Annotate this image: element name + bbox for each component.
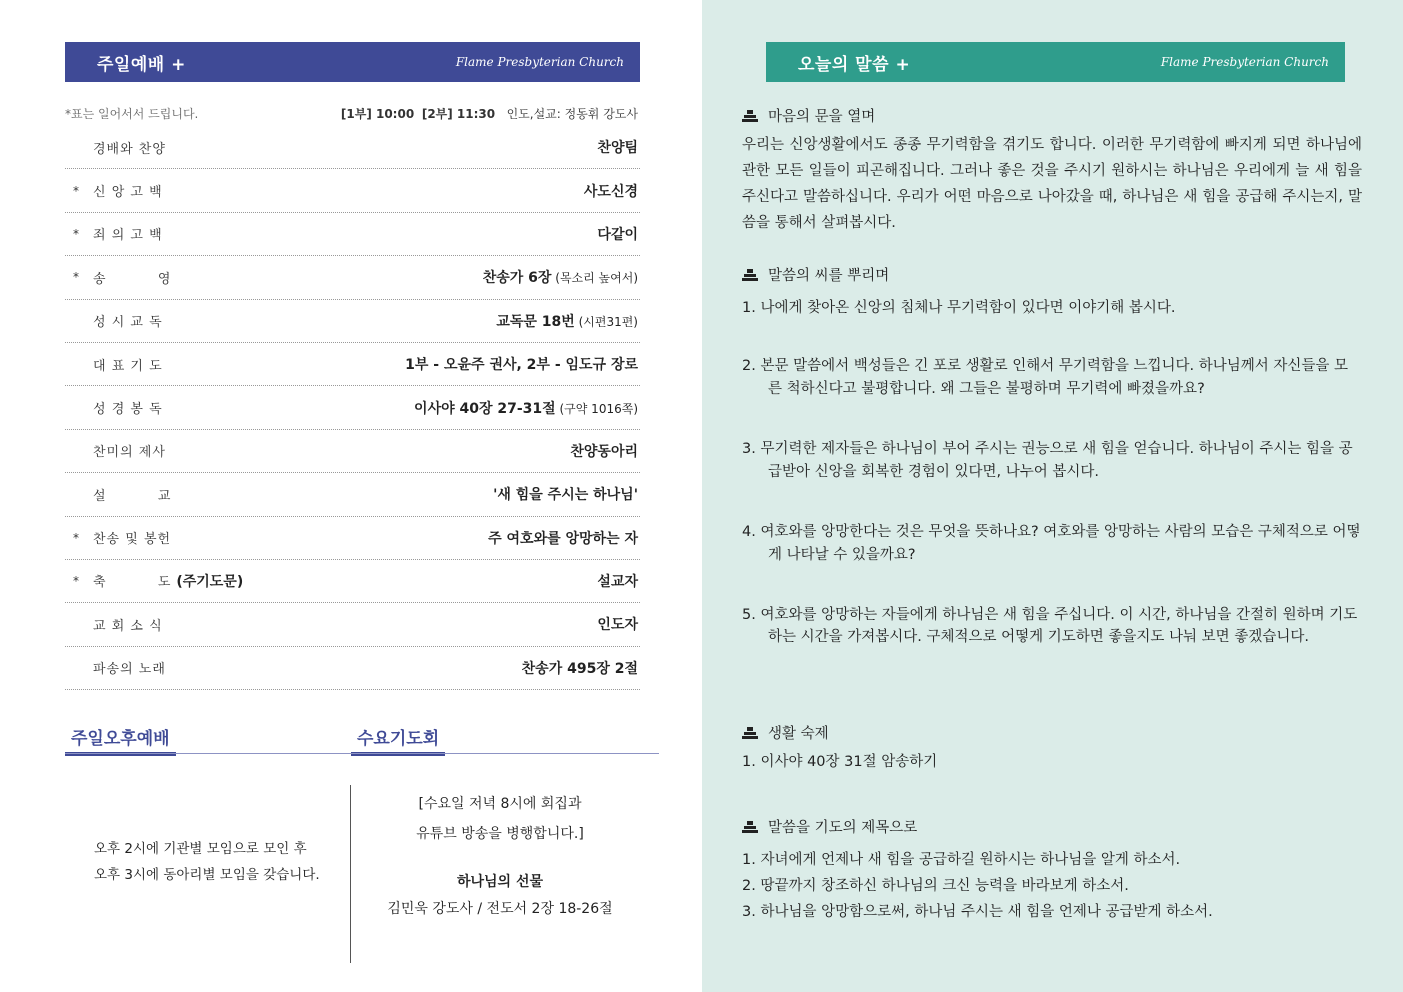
question-4: 4. 여호와를 앙망한다는 것은 무엇을 뜻하나요? 여호와를 앙망하는 사람의 모습은 구체적으로 어떻게 나타날 수 있을까요?	[742, 524, 1361, 563]
homework-item-1: 1. 이사야 40장 31절 암송하기	[742, 754, 938, 770]
order-value-text: 찬송가 6장	[482, 270, 552, 287]
order-label-text: 찬송 및 봉헌	[93, 532, 172, 548]
worship-header-title: 주일예배 +	[97, 54, 186, 75]
order-label	[93, 311, 163, 330]
order-value-note: (목소리 높여서)	[551, 271, 638, 286]
section-heading	[742, 722, 1362, 743]
order-label	[93, 615, 163, 634]
intro-paragraph: 우리는 신앙생활에서도 종종 무기력함을 겪기도 합니다. 이러한 무기력함에 빠지게 되면 하나님에 관한 모든 일들이 피곤해집니다. 그러나 좋은 것을 주시기 원하시는 하나님은 우리에게 늘 새 힘을 주신다고 말씀하십니다. 우리가 어떤 마음으로 나아갔을 때, 하나님은 새 힘을 공급해 주시는지, 말씀을 통해서 살펴봅시다.	[742, 137, 1362, 231]
order-row	[65, 430, 640, 473]
service-times	[341, 105, 638, 122]
section-title: 말씀의 씨를 뿌리며	[768, 268, 890, 284]
afternoon-worship-info	[94, 836, 320, 888]
order-label-text: 신 앙 고 백	[93, 185, 163, 201]
standing-note: *표는 일어서서 드립니다.	[65, 107, 199, 121]
order-value	[483, 267, 638, 287]
order-value	[584, 181, 638, 201]
section-title: 생활 숙제	[768, 726, 829, 742]
wednesday-prayer-info	[360, 789, 640, 921]
section-heading	[742, 816, 1362, 837]
order-label-text: 대 표 기 도	[93, 358, 163, 374]
vertical-divider	[350, 785, 351, 963]
order-value-note: (시편31편)	[574, 314, 638, 329]
order-label	[93, 571, 243, 591]
section-homework	[742, 722, 1362, 774]
order-label-text: 축 도	[93, 575, 172, 591]
worship-order-list	[65, 126, 640, 690]
order-value	[570, 441, 638, 461]
order-label	[93, 268, 171, 287]
order-label-text: 송 영	[93, 271, 172, 287]
order-value	[597, 614, 638, 634]
order-label	[93, 528, 171, 547]
order-value-text: 이사야 40장 27-31절	[414, 400, 556, 417]
section-sow-word	[742, 264, 1362, 648]
section-prayer-topics	[742, 816, 1362, 925]
wednesday-line-2: 유튜브 방송을 병행합니다.]	[416, 826, 584, 842]
order-label	[93, 138, 166, 157]
podium-icon	[742, 821, 758, 833]
order-label-text: 성 경 봉 독	[93, 402, 163, 418]
standing-mark: *	[73, 183, 79, 198]
section-open-heart	[742, 105, 1362, 236]
order-value-note: (구약 1016쪽)	[555, 401, 638, 416]
order-label-text: 파송의 노래	[93, 662, 166, 678]
sermon-title: 하나님의 선물	[456, 874, 544, 890]
order-label	[93, 398, 163, 417]
order-value	[597, 137, 638, 157]
order-row	[65, 560, 640, 603]
question-3: 3. 무기력한 제자들은 하나님이 부어 주시는 권능으로 새 힘을 얻습니다. 하나님이 주시는 힘을 공급받아 신앙을 회복한 경험이 있다면, 나누어 봅시다.	[742, 441, 1353, 480]
standing-mark: *	[73, 574, 79, 589]
order-label-text: 죄 의 고 백	[93, 228, 163, 244]
order-label-extra: (주기도문)	[171, 574, 244, 591]
section-title: 마음의 문을 열며	[768, 109, 876, 125]
right-page	[702, 0, 1403, 992]
first-service-time: [1부] 10:00	[340, 107, 415, 121]
prayer-item-2: 2. 땅끝까지 창조하신 하나님의 크신 능력을 바라보게 하소서.	[742, 878, 1129, 894]
order-value-text: 사도신경	[583, 183, 638, 200]
wednesday-line-1: [수요일 저녁 8시에 회집과	[418, 796, 582, 812]
word-header-bar	[766, 42, 1345, 82]
wednesday-prayer-heading: 수요기도회	[351, 724, 445, 756]
order-row	[65, 647, 640, 690]
service-leaders: 인도,설교: 정동휘 강도사	[506, 107, 638, 121]
section-heading	[742, 264, 1362, 285]
order-row	[65, 603, 640, 646]
order-label	[93, 441, 166, 460]
question-1: 1. 나에게 찾아온 신앙의 침체나 무기력함이 있다면 이야기해 봅시다.	[742, 300, 1176, 316]
order-row	[65, 256, 640, 299]
order-value	[493, 484, 638, 504]
order-label-text: 찬미의 제사	[93, 445, 166, 461]
order-label	[93, 224, 163, 243]
order-value-text: 찬송가 495장 2절	[521, 660, 638, 677]
order-value-text: 다같이	[597, 226, 638, 243]
worship-header-bar	[65, 42, 640, 82]
section-heading	[742, 105, 1362, 126]
order-value	[405, 354, 638, 374]
order-row	[65, 300, 640, 343]
standing-mark: *	[73, 530, 79, 545]
order-label	[93, 355, 163, 374]
prayer-item-1: 1. 자녀에게 언제나 새 힘을 공급하길 원하시는 하나님을 알게 하소서.	[742, 852, 1181, 868]
order-label-text: 설 교	[93, 488, 172, 504]
question-5: 5. 여호와를 앙망하는 자들에게 하나님은 새 힘을 주십니다. 이 시간, 하나님을 간절히 원하며 기도하는 시간을 가져봅시다. 구체적으로 어떻게 기도하면 좋을지도 나눠 보면 좋겠습니다.	[742, 607, 1358, 645]
word-header-title: 오늘의 말씀 +	[798, 54, 911, 75]
order-row	[65, 169, 640, 212]
section-divider-line	[65, 753, 659, 754]
order-value-text: 주 여호와를 앙망하는 자	[488, 530, 638, 547]
order-row	[65, 517, 640, 560]
standing-mark: *	[73, 226, 79, 241]
section-title: 말씀을 기도의 제목으로	[768, 820, 918, 836]
order-label-text: 경배와 찬양	[93, 141, 166, 157]
question-2: 2. 본문 말씀에서 백성들은 긴 포로 생활로 인해서 무기력함을 느낍니다. 하나님께서 자신들을 모른 척하신다고 불평합니다. 왜 그들은 불평하며 무기력에 빠졌을까요?	[742, 358, 1349, 397]
order-label-text: 성 시 교 독	[93, 315, 163, 331]
afternoon-worship-heading: 주일오후예배	[65, 724, 176, 756]
order-row	[65, 213, 640, 256]
order-row	[65, 473, 640, 516]
afternoon-line-2: 오후 3시에 동아리별 모임을 갖습니다.	[94, 867, 320, 883]
podium-icon	[742, 110, 758, 122]
order-label	[93, 658, 166, 677]
order-label-text: 교 회 소 식	[93, 618, 163, 634]
order-value-text: 설교자	[597, 574, 638, 591]
order-value-text: '새 힘을 주시는 하나님'	[493, 487, 638, 504]
order-label	[93, 181, 163, 200]
second-service-time: [2부] 11:30	[421, 107, 496, 121]
order-value	[496, 311, 638, 331]
podium-icon	[742, 269, 758, 281]
order-value-text: 교독문 18번	[496, 313, 575, 330]
sermon-preacher-passage: 김민욱 강도사 / 전도서 2장 18-26절	[387, 901, 613, 917]
order-value-text: 찬양동아리	[570, 443, 638, 460]
standing-mark: *	[73, 270, 79, 285]
church-name-right: Flame Presbyterian Church	[1160, 55, 1329, 69]
order-value	[597, 224, 638, 244]
prayer-item-3: 3. 하나님을 앙망함으로써, 하나님 주시는 새 힘을 언제나 공급받게 하소서.	[742, 904, 1213, 920]
order-value-text: 찬양팀	[597, 140, 638, 157]
order-row	[65, 386, 640, 429]
order-value	[522, 658, 638, 678]
church-name: Flame Presbyterian Church	[455, 55, 624, 69]
order-row	[65, 343, 640, 386]
afternoon-line-1: 오후 2시에 기관별 모임으로 모인 후	[94, 841, 307, 857]
order-value-text: 인도자	[597, 617, 638, 634]
order-value-text: 1부 - 오윤주 권사, 2부 - 임도규 장로	[405, 357, 638, 374]
order-value	[597, 571, 638, 591]
order-value	[414, 398, 638, 418]
order-row	[65, 126, 640, 169]
order-label	[93, 485, 171, 504]
order-value	[488, 528, 638, 548]
podium-icon	[742, 727, 758, 739]
